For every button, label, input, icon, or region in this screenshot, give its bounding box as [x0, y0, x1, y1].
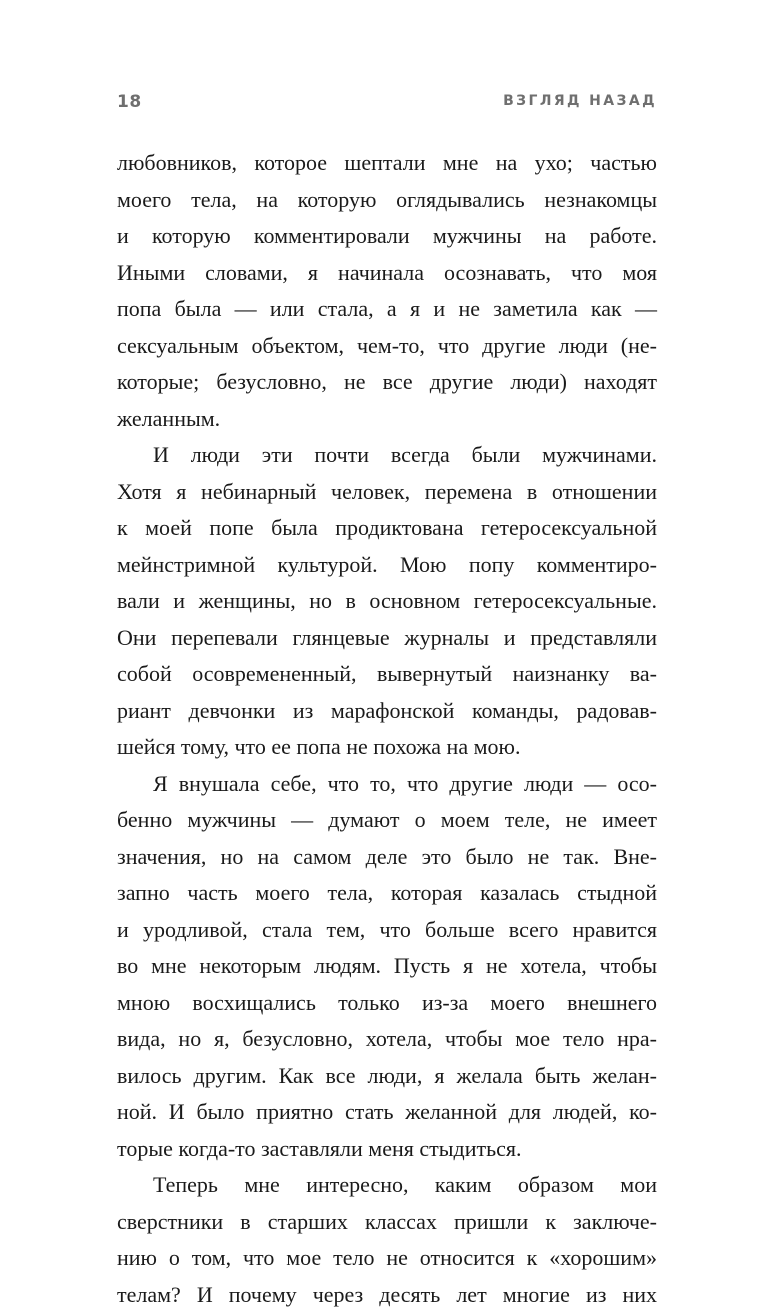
text-line: И люди эти почти всегда были мужчинами. — [117, 437, 657, 474]
text-line: шейся тому, что ее попа не похожа на мою. — [117, 729, 657, 766]
running-head — [117, 92, 657, 116]
text-line: моего тела, на которую оглядывались незнакомцы — [117, 182, 657, 219]
text-line: которые; безусловно, не все другие люди) находят — [117, 364, 657, 401]
text-line: мною восхищались только из-за моего внешнего — [117, 985, 657, 1022]
text-line: желанным. — [117, 401, 657, 438]
running-title: ВЗГЛЯД НАЗАД — [503, 93, 657, 109]
text-line: во мне некоторым людям. Пусть я не хотела, чтобы — [117, 948, 657, 985]
text-line: бенно мужчины — думают о моем теле, не имеет — [117, 802, 657, 839]
text-line: любовников, которое шептали мне на ухо; частью — [117, 145, 657, 182]
text-line: и уродливой, стала тем, что больше всего нравится — [117, 912, 657, 949]
text-line: вилось другим. Как все люди, я желала быть желан- — [117, 1058, 657, 1095]
text-line: значения, но на самом деле это было не так. Вне- — [117, 839, 657, 876]
text-line: риант девчонки из марафонской команды, радовав- — [117, 693, 657, 730]
text-line: сверстники в старших классах пришли к заключе- — [117, 1204, 657, 1241]
text-line: к моей попе была продиктована гетеросексуальной — [117, 510, 657, 547]
text-line: мейнстримной культурой. Мою попу комментиро- — [117, 547, 657, 584]
text-line: Они перепевали глянцевые журналы и представляли — [117, 620, 657, 657]
text-line: вали и женщины, но в основном гетеросексуальные. — [117, 583, 657, 620]
text-line: вида, но я, безусловно, хотела, чтобы мое тело нра- — [117, 1021, 657, 1058]
text-line: Я внушала себе, что то, что другие люди — осо- — [117, 766, 657, 803]
text-line: ной. И было приятно стать желанной для людей, ко- — [117, 1094, 657, 1131]
text-line: попа была — или стала, а я и не заметила как — — [117, 291, 657, 328]
text-line: Иными словами, я начинала осознавать, что моя — [117, 255, 657, 292]
text-line: Теперь мне интересно, каким образом мои — [117, 1167, 657, 1204]
text-line: сексуальным объектом, чем-то, что другие люди (не- — [117, 328, 657, 365]
text-line: собой осовремененный, вывернутый наизнанку ва- — [117, 656, 657, 693]
text-line: Хотя я небинарный человек, перемена в отношении — [117, 474, 657, 511]
text-line: нию о том, что мое тело не относится к «хорошим» — [117, 1240, 657, 1277]
text-line: запно часть моего тела, которая казалась стыдной — [117, 875, 657, 912]
body-text — [117, 145, 657, 1313]
page-number: 18 — [117, 92, 142, 112]
text-line: телам? И почему через десять лет многие из них — [117, 1277, 657, 1313]
text-line: торые когда-то заставляли меня стыдиться. — [117, 1131, 657, 1168]
text-line: и которую комментировали мужчины на работе. — [117, 218, 657, 255]
